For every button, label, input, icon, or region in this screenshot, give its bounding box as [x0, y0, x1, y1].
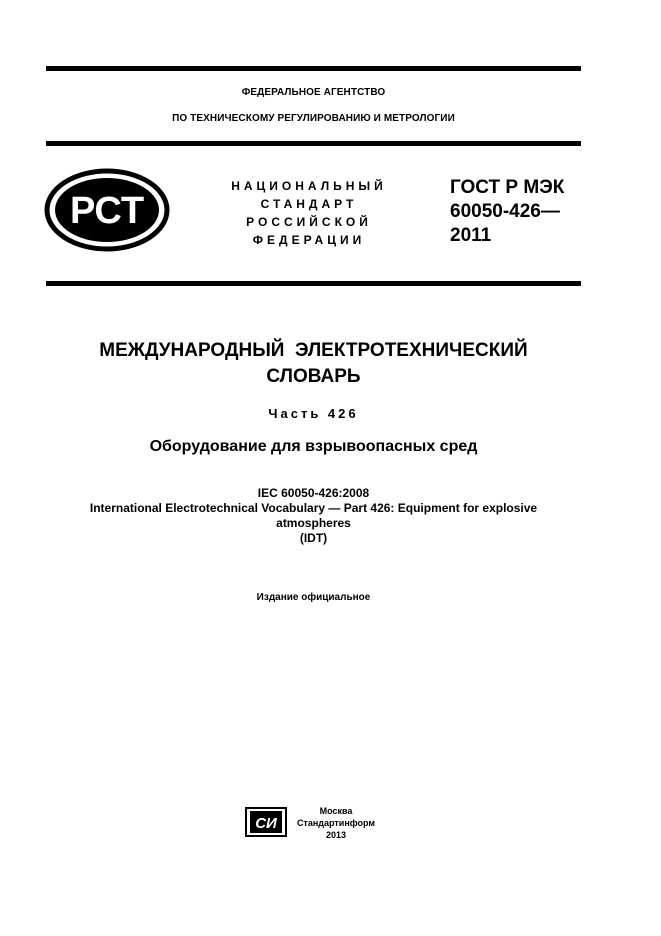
standard-type-line-4: ФЕДЕРАЦИИ: [252, 233, 366, 247]
standard-type-line-1: НАЦИОНАЛЬНЫЙ: [231, 179, 387, 193]
standard-designation: [450, 176, 590, 248]
iec-line-4: (IDT): [299, 531, 328, 545]
agency-line-2: ПО ТЕХНИЧЕСКОМУ РЕГУЛИРОВАНИЮ И МЕТРОЛОГИИ: [172, 113, 455, 124]
mid-rule: [46, 281, 581, 286]
document-subtitle: Оборудование для взрывоопасных сред: [149, 438, 478, 455]
part-number: Часть 426: [268, 406, 359, 421]
publisher-year: 2013: [325, 830, 347, 840]
iec-line-2: International Electrotechnical Vocabulary — Part 426: Equipment for explosive: [89, 501, 538, 515]
iec-line-3: atmospheres: [276, 516, 351, 530]
designation-line-2: 60050-426—: [450, 201, 560, 222]
designation-line-1: ГОСТ Р МЭК: [450, 177, 565, 198]
standartinform-logo: [245, 807, 287, 837]
edition-note: Издание официальное: [256, 592, 371, 603]
title-line-2: СЛОВАРЬ: [266, 366, 361, 387]
publisher-info: [296, 805, 376, 841]
iec-line-1: IEC 60050-426:2008: [257, 486, 370, 500]
standard-type-line-2: СТАНДАРТ: [260, 197, 358, 211]
designation-line-3: 2011: [450, 225, 492, 246]
header-rule: [46, 141, 581, 146]
standard-type: [214, 177, 404, 249]
title-line-1: МЕЖДУНАРОДНЫЙ ЭЛЕКТРОТЕХНИЧЕСКИЙ: [99, 340, 528, 361]
gost-r-logo: [44, 168, 170, 252]
top-rule: [46, 66, 581, 71]
publisher-name: Стандартинформ: [296, 818, 376, 828]
agency-line-1: ФЕДЕРАЛЬНОЕ АГЕНТСТВО: [241, 87, 386, 98]
iec-reference: [46, 486, 581, 546]
publisher-logo-text: СИ: [255, 815, 277, 832]
document-title: [46, 338, 581, 390]
publisher-city: Москва: [319, 806, 353, 816]
logo-text: РСТ: [69, 190, 145, 232]
standard-type-line-3: РОССИЙСКОЙ: [246, 215, 372, 229]
